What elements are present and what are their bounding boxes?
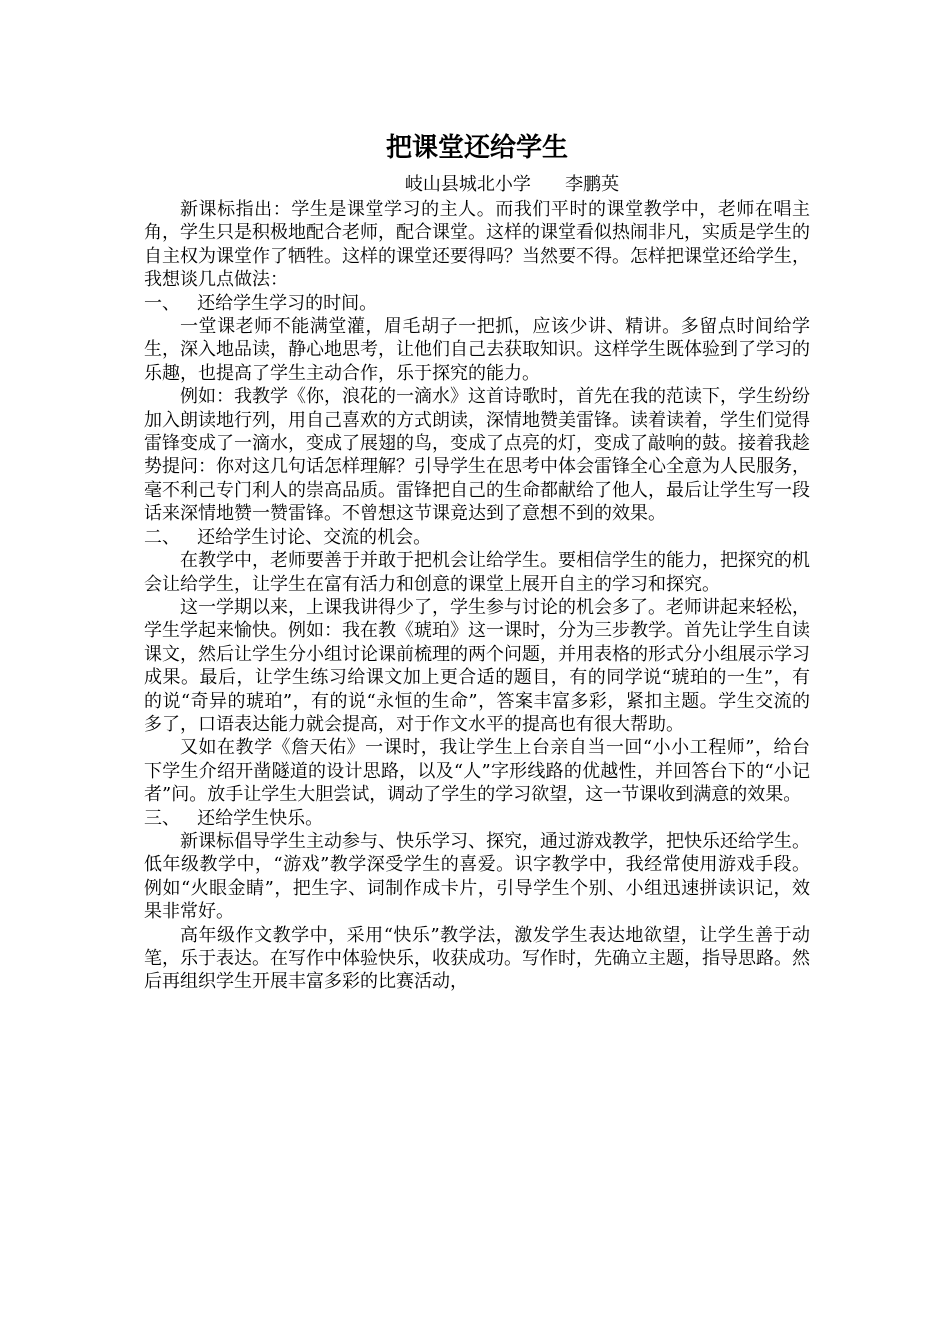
section2-paragraph-3: 又如在教学《詹天佑》一课时，我让学生上台亲自当一回“小小工程师”，给台下学生介绍开凿隧道的设计思路，以及“人”字形线路的优越性，并回答台下的“小记者”问。放手让学生大胆尝试，调动了学生的学习欲望，这一节课收到满意的效果。 [144,737,810,806]
section-heading-3: 三、 还给学生快乐。 [144,807,324,829]
section-heading-1: 一、 还给学生学习的时间。 [144,292,378,314]
section-heading-2: 二、 还给学生讨论、交流的机会。 [144,526,432,548]
section3-paragraph-1: 新课标倡导学生主动参与、快乐学习、探究，通过游戏教学，把快乐还给学生。低年级教学中，“游戏”教学深受学生的喜爱。识字教学中，我经常使用游戏手段。例如“火眼金睛”，把生字、词制作成卡片，引导学生个别、小组迅速拼读识记，效果非常好。 [144,830,810,923]
document-title: 把课堂还给学生 [385,133,568,163]
document-page [144,128,810,994]
intro-paragraph: 新课标指出：学生是课堂学习的主人。而我们平时的课堂教学中，老师在唱主角，学生只是积极地配合老师，配合课堂。这样的课堂看似热闹非凡，实质是学生的自主权为课堂作了牺牲。这样的课堂还要得吗？当然要不得。怎样把课堂还给学生，我想谈几点做法： [144,199,810,291]
section1-paragraph-2: 例如：我教学《你，浪花的一滴水》这首诗歌时，首先在我的范读下，学生纷纷加入朗读地行列，用自己喜欢的方式朗读，深情地赞美雷锋。读着读着，学生们觉得雷锋变成了一滴水，变成了展翅的鸟，变成了点亮的灯，变成了敲响的鼓。接着我趁势提问：你对这几句话怎样理解？引导学生在思考中体会雷锋全心全意为人民服务，毫不利己专门利人的崇高品质。雷锋把自己的生命都献给了他人，最后让学生写一段话来深情地赞一赞雷锋。不曾想这节课竟达到了意想不到的效果。 [144,386,810,525]
section1-paragraph-1: 一堂课老师不能满堂灌，眉毛胡子一把抓，应该少讲、精讲。多留点时间给学生，深入地品读，静心地思考，让他们自己去获取知识。这样学生既体验到了学习的乐趣，也提高了学生主动合作，乐于探究的能力。 [144,316,810,384]
section2-paragraph-2: 这一学期以来，上课我讲得少了，学生参与讨论的机会多了。老师讲起来轻松，学生学起来愉快。例如：我在教《琥珀》这一课时，分为三步教学。首先让学生自读课文，然后让学生分小组讨论课前梳理的两个问题，并用表格的形式分小组展示学习成果。最后，让学生练习给课文加上更合适的题目，有的同学说“琥珀的一生”，有的说“奇异的琥珀”，有的说“永恒的生命”，答案丰富多彩，紧扣主题。学生交流的多了，口语表达能力就会提高，对于作文水平的提高也有很大帮助。 [144,596,810,735]
author-byline: 岐山县城北小学 李鹏英 [404,174,620,195]
section3-paragraph-2: 高年级作文教学中，采用“快乐”教学法，激发学生表达地欲望，让学生善于动笔，乐于表达。在写作中体验快乐，收获成功。写作时，先确立主题，指导思路。然后再组织学生开展丰富多彩的比赛活动， [144,924,810,993]
section2-paragraph-1: 在教学中，老师要善于并敢于把机会让给学生。要相信学生的能力，把探究的机会让给学生，让学生在富有活力和创意的课堂上展开自主的学习和探究。 [144,550,810,595]
